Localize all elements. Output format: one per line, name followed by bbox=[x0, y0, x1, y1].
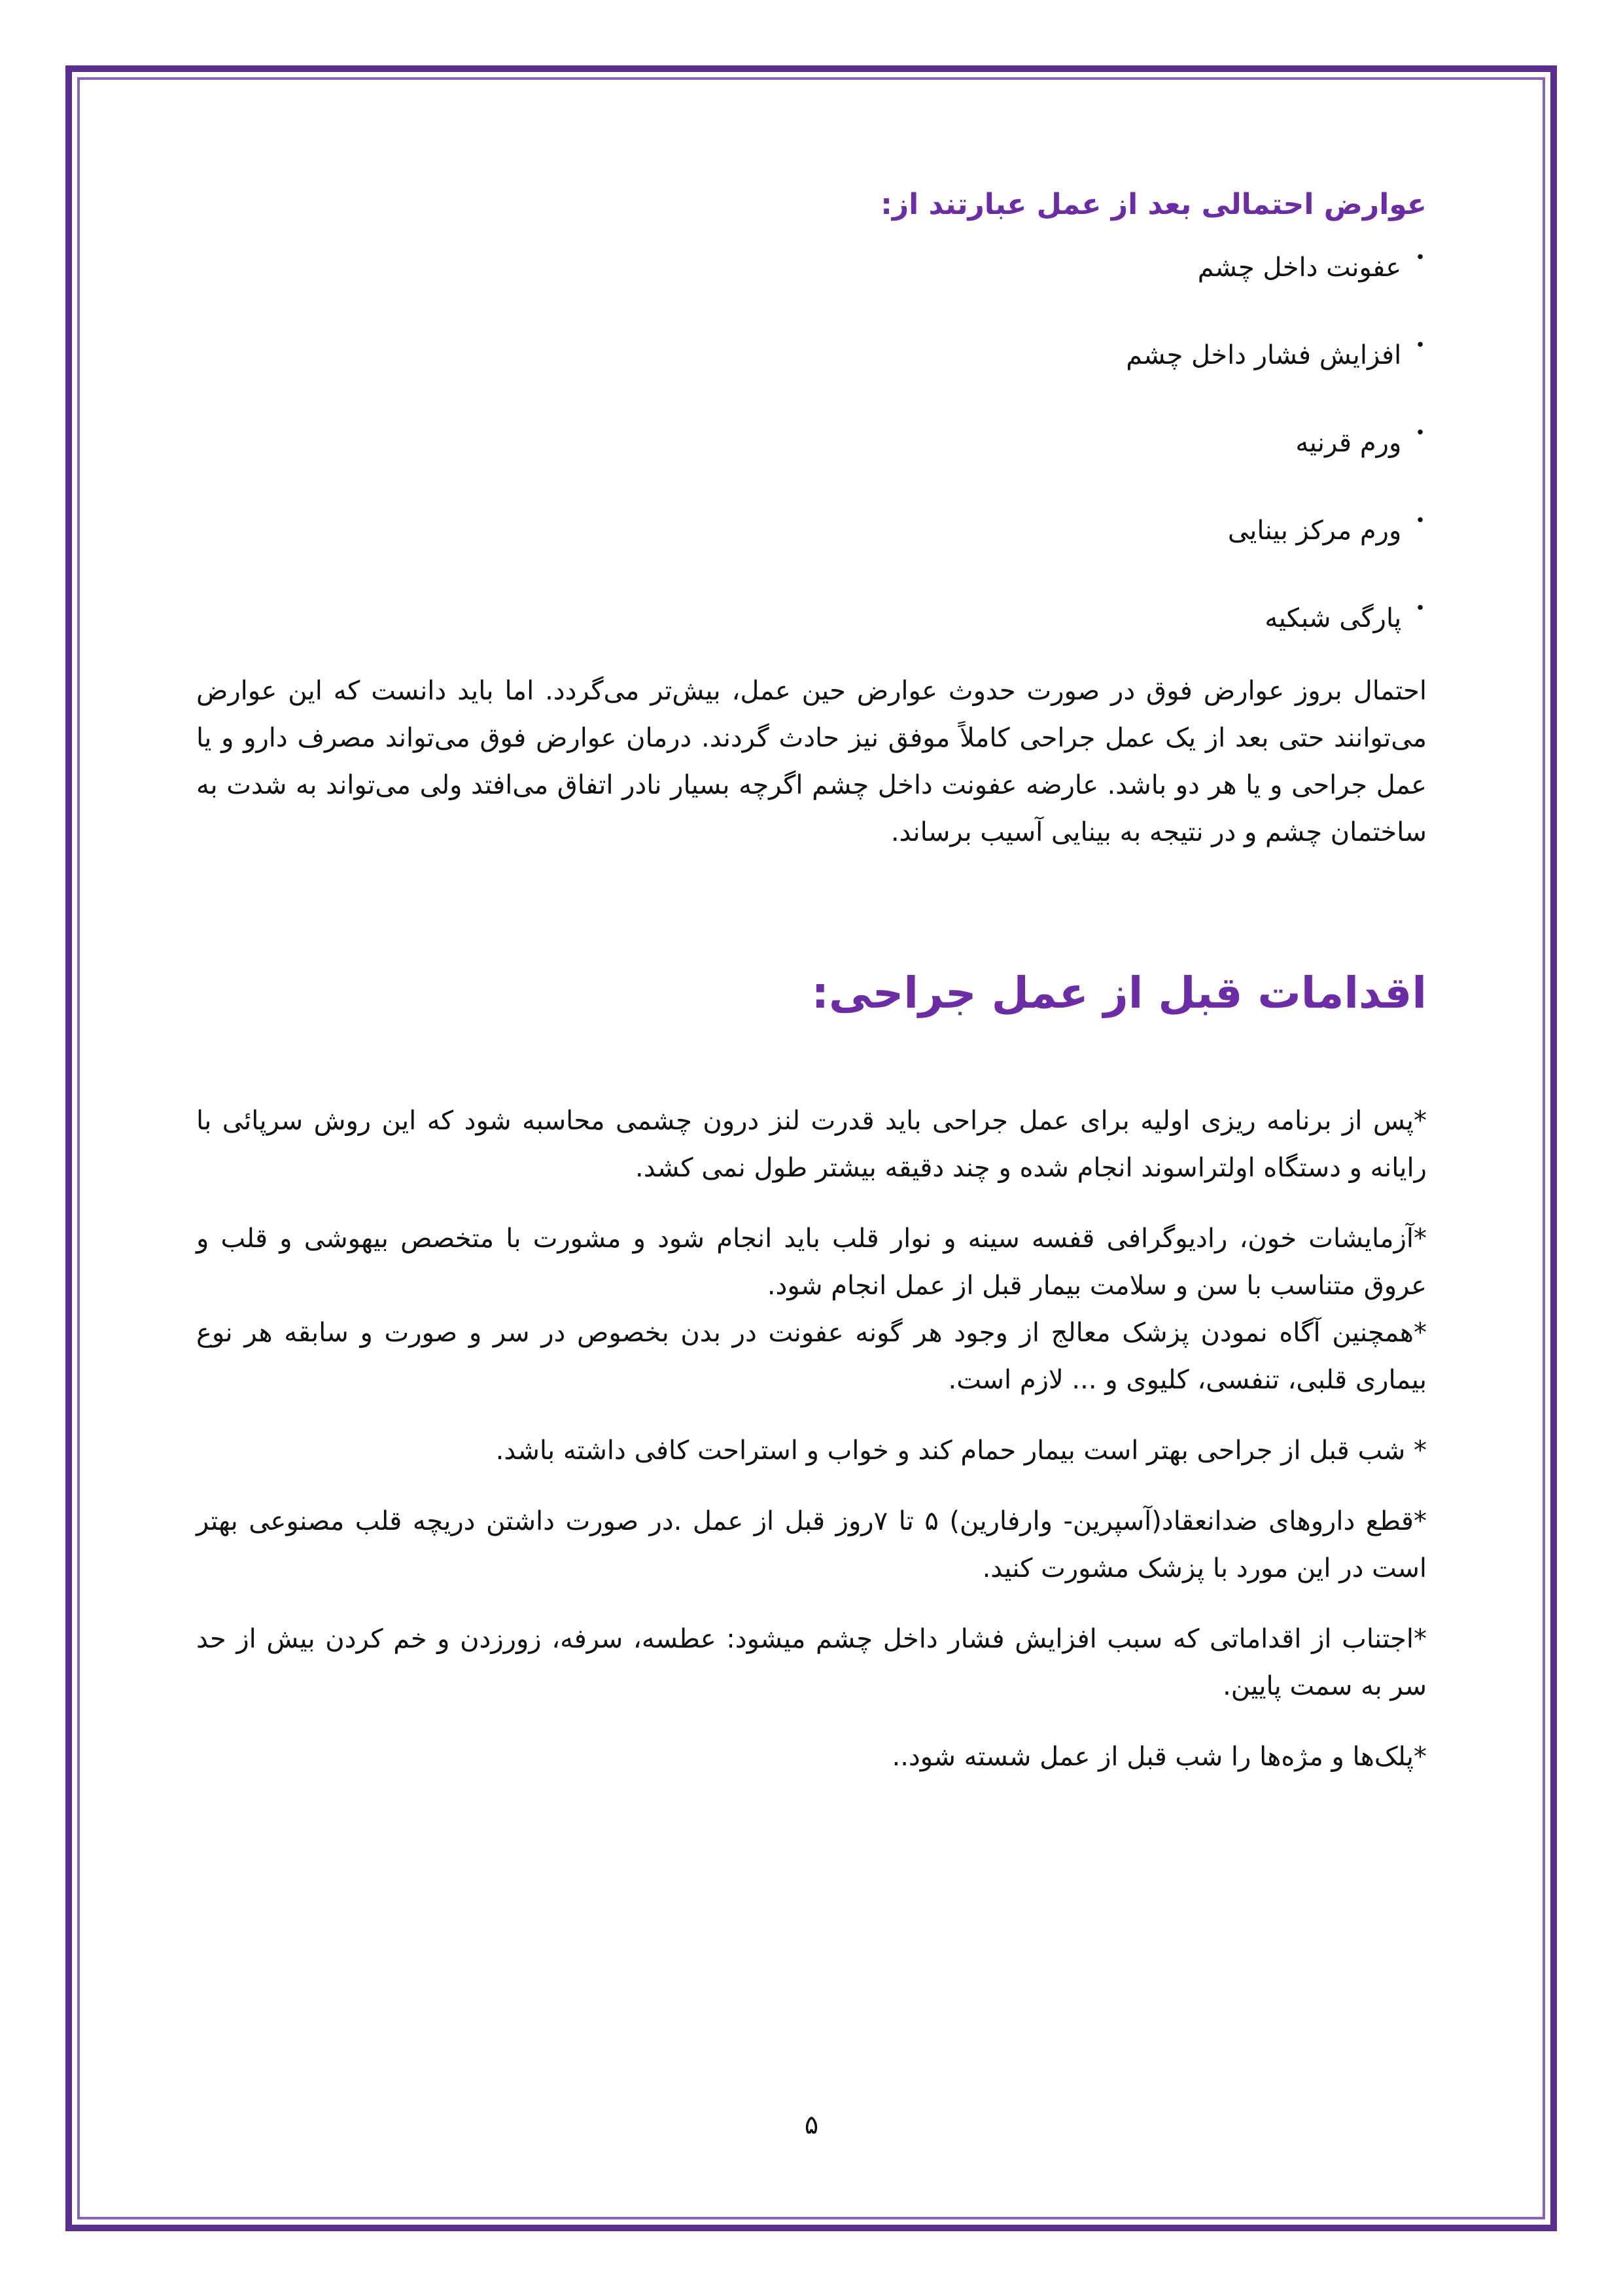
list-item-text: ورم قرنیه bbox=[1295, 428, 1402, 458]
complications-paragraph: احتمال بروز عوارض فوق در صورت حدوث عوارض حین عمل، بیش‌تر می‌گردد. اما باید دانست که این عوارض می‌توانند حتی بعد از یک عمل جراحی کاملاً موفق نیز حادث گردند. درمان عوارض فوق می‌تواند مصرف دارو و یا عمل جراحی و یا هر دو باشد. عارضه عفونت داخل چشم اگرچه بسیار نادر اتفاق می‌افتد ولی می‌تواند به شدت به ساختمان چشم و در نتیجه به بینایی آسیب برساند. bbox=[196, 676, 1427, 847]
list-item-text: پارگی شبکیه bbox=[1265, 603, 1402, 633]
bullet-icon: • bbox=[1415, 248, 1425, 268]
list-item-text: افزایش فشار داخل چشم bbox=[1126, 340, 1402, 370]
page-number: ۵ bbox=[804, 2110, 819, 2140]
bullet-icon: • bbox=[1415, 511, 1425, 531]
preop-paragraphs bbox=[196, 1097, 1427, 1780]
preop-paragraph: *قطع داروهای ضدانعقاد(آسپرین- وارفارین) ۵ تا ۷روز قبل از عمل .در صورت داشتن دریچه قلب مصنوعی بهتر است در این مورد با پزشک مشورت کنید. bbox=[196, 1506, 1427, 1584]
bullet-icon: • bbox=[1415, 423, 1425, 443]
list-item-text: ورم مرکز بینایی bbox=[1227, 516, 1402, 546]
list-item bbox=[196, 423, 1427, 459]
preop-paragraph: *پلک‌ها و مژه‌ها را شب قبل از عمل شسته شود.. bbox=[892, 1742, 1427, 1773]
section-title-preop: اقدامات قبل از عمل جراحی: bbox=[811, 968, 1427, 1018]
bullet-icon: • bbox=[1415, 599, 1425, 618]
preop-paragraph: *پس از برنامه ریزی اولیه برای عمل جراحی باید قدرت لنز درون چشمی محاسبه شود که این روش سرپائی با رایانه و دستگاه اولتراسوند انجام شده و چند دقیقه بیشتر طول نمی کشد. bbox=[196, 1106, 1427, 1184]
list-item-text: عفونت داخل چشم bbox=[1197, 253, 1402, 283]
list-item bbox=[196, 248, 1427, 284]
preop-paragraph: *اجتناب از اقداماتی که سبب افزایش فشار داخل چشم میشود: عطسه، سرفه، زورزدن و خم کردن بیش از حد سر به سمت پایین. bbox=[196, 1624, 1427, 1702]
preop-paragraph: *آزمایشات خون، رادیوگرافی قفسه سینه و نوار قلب باید انجام شود و مشورت با متخصص بیهوشی و قلب و عروق متناسب با سن و سلامت بیمار قبل از عمل انجام شود. *همچنین آگاه نمودن پزشک معالج از وجود هر گونه عفونت در بدن بخصوص در سر و صورت و سابقه هر نوع بیماری قلبی، تنفسی، کلیوی و ... لازم است. bbox=[196, 1224, 1427, 1396]
complications-list bbox=[196, 248, 1427, 635]
list-item bbox=[196, 599, 1427, 635]
list-item bbox=[196, 511, 1427, 547]
document-content bbox=[196, 186, 1427, 1780]
preop-paragraph: * شب قبل از جراحی بهتر است بیمار حمام کند و خواب و استراحت کافی داشته باشد. bbox=[495, 1436, 1427, 1466]
list-item bbox=[196, 336, 1427, 372]
bullet-icon: • bbox=[1415, 336, 1425, 355]
section-title-complications: عوارض احتمالی بعد از عمل عبارتند از: bbox=[881, 188, 1427, 221]
